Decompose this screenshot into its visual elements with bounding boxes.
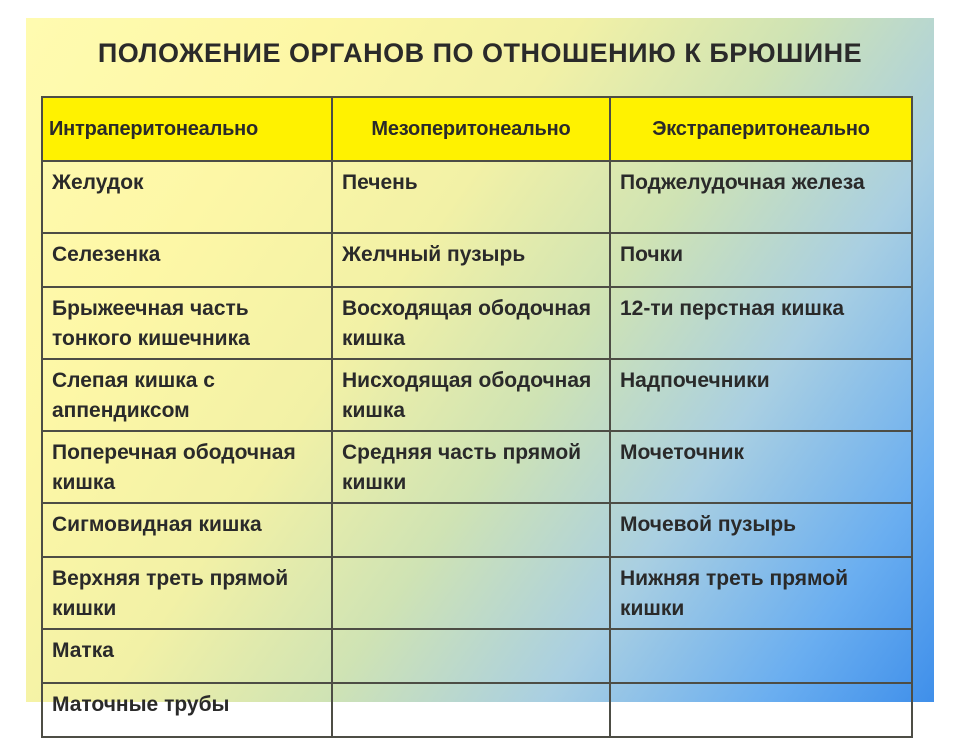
table-cell: Маточные трубы xyxy=(42,683,332,737)
table-cell: Почки xyxy=(610,233,912,287)
table-row xyxy=(42,287,912,359)
page-title: ПОЛОЖЕНИЕ ОРГАНОВ ПО ОТНОШЕНИЮ К БРЮШИНЕ xyxy=(97,38,863,68)
table-cell: Надпочечники xyxy=(610,359,912,431)
table-header-row xyxy=(42,97,912,161)
table-cell: Поперечная ободочная кишка xyxy=(42,431,332,503)
table-cell: Желчный пузырь xyxy=(332,233,610,287)
table-row xyxy=(42,431,912,503)
table-cell: Желудок xyxy=(42,161,332,233)
table-cell: Верхняя треть прямой кишки xyxy=(42,557,332,629)
table-cell: Селезенка xyxy=(42,233,332,287)
organs-table xyxy=(41,96,913,738)
table-row xyxy=(42,161,912,233)
table-cell xyxy=(610,683,912,737)
table-cell: Матка xyxy=(42,629,332,683)
table-row xyxy=(42,557,912,629)
table-cell xyxy=(332,557,610,629)
table-cell: Поджелудочная железа xyxy=(610,161,912,233)
table-cell xyxy=(332,503,610,557)
table-cell: Сигмовидная кишка xyxy=(42,503,332,557)
table-cell xyxy=(332,629,610,683)
column-header-intraperitoneal: Интраперитонеально xyxy=(42,97,332,161)
table-row xyxy=(42,359,912,431)
table-row xyxy=(42,629,912,683)
slide xyxy=(26,18,934,716)
table-cell: Восходящая ободочная кишка xyxy=(332,287,610,359)
table-row xyxy=(42,683,912,737)
table-cell: Средняя часть прямой кишки xyxy=(332,431,610,503)
table-row xyxy=(42,503,912,557)
table-cell: Брыжеечная часть тонкого кишечника xyxy=(42,287,332,359)
column-header-mesoperitoneal: Мезоперитонеально xyxy=(332,97,610,161)
table-cell: Мочевой пузырь xyxy=(610,503,912,557)
table-cell: Нижняя треть прямой кишки xyxy=(610,557,912,629)
column-header-extraperitoneal: Экстраперитонеально xyxy=(610,97,912,161)
table-cell xyxy=(610,629,912,683)
table-cell: 12-ти перстная кишка xyxy=(610,287,912,359)
table-cell: Мочеточник xyxy=(610,431,912,503)
table-cell: Нисходящая ободочная кишка xyxy=(332,359,610,431)
table-cell: Слепая кишка с аппендиксом xyxy=(42,359,332,431)
table-row xyxy=(42,233,912,287)
table-cell xyxy=(332,683,610,737)
table-cell: Печень xyxy=(332,161,610,233)
